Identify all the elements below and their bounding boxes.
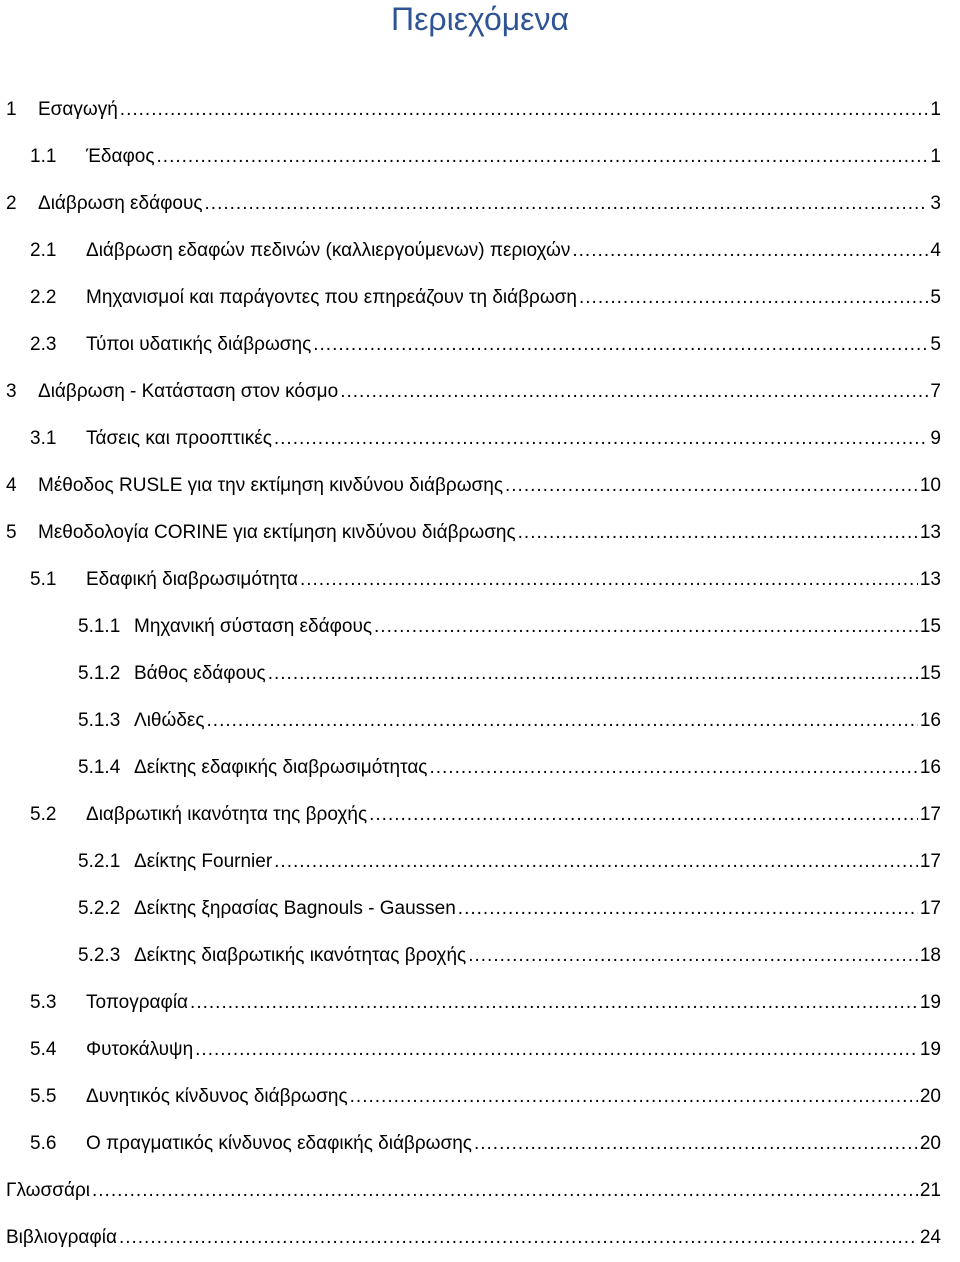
toc-entry-label: Δυνητικός κίνδυνος διάβρωσης xyxy=(86,1086,348,1107)
dot-leader xyxy=(518,521,918,545)
toc-entry-line xyxy=(86,427,941,451)
toc-entry-line xyxy=(86,145,941,169)
toc-entry[interactable] xyxy=(0,933,960,980)
dot-leader xyxy=(274,850,918,874)
toc-entry-number: 3.1 xyxy=(30,428,57,449)
toc-entry[interactable] xyxy=(0,792,960,839)
toc-entry-label: Γλωσσάρι xyxy=(6,1180,90,1201)
toc-entry-number: 5.3 xyxy=(30,992,57,1013)
dot-leader xyxy=(369,803,918,827)
toc-entry-page-number: 17 xyxy=(919,804,941,825)
toc-entry-page-number: 20 xyxy=(919,1086,941,1107)
toc-entry-number: 1.1 xyxy=(30,146,57,167)
toc-entry[interactable] xyxy=(0,1027,960,1074)
toc-entry[interactable] xyxy=(0,87,960,134)
dot-leader xyxy=(268,662,918,686)
toc-entry[interactable] xyxy=(0,134,960,181)
toc-entry-number: 1 xyxy=(6,99,17,120)
toc-entry-label: Εσαγωγή xyxy=(38,99,118,120)
toc-entry-number: 5.2.1 xyxy=(78,851,121,872)
toc-entry-page-number: 20 xyxy=(919,1133,941,1154)
toc-entry-label: Βάθος εδάφους xyxy=(134,663,266,684)
dot-leader xyxy=(374,615,918,639)
dot-leader xyxy=(205,192,929,216)
toc-entry-line xyxy=(86,333,941,357)
toc-entry-page-number: 13 xyxy=(919,522,941,543)
toc-entry-line xyxy=(38,521,941,545)
toc-entry-number: 5.2 xyxy=(30,804,57,825)
toc-entry[interactable] xyxy=(0,1121,960,1168)
toc-entry-page-number: 21 xyxy=(919,1180,941,1201)
dot-leader xyxy=(92,1179,918,1203)
toc-entry[interactable] xyxy=(0,322,960,369)
toc-entry-line xyxy=(86,1085,941,1109)
toc-entry[interactable] xyxy=(0,651,960,698)
toc-entry-label: Ο πραγματικός κίνδυνος εδαφικής διάβρωσης xyxy=(86,1133,472,1154)
toc-entry-number: 5.2.2 xyxy=(78,898,121,919)
toc-entry-line xyxy=(134,850,941,874)
dot-leader xyxy=(340,380,928,404)
dot-leader xyxy=(572,239,928,263)
toc-entry-number: 5.1.3 xyxy=(78,710,121,731)
toc-entry-number: 5.6 xyxy=(30,1133,57,1154)
dot-leader xyxy=(119,1226,918,1250)
dot-leader xyxy=(157,145,929,169)
toc-entry-page-number: 24 xyxy=(919,1227,941,1248)
dot-leader xyxy=(313,333,928,357)
dot-leader xyxy=(458,897,918,921)
toc-entry-page-number: 15 xyxy=(919,663,941,684)
toc-entry-page-number: 1 xyxy=(930,99,941,120)
toc-entry-label: Μεθοδολογία CORINE για εκτίμηση κινδύνου διάβρωσης xyxy=(38,522,516,543)
toc-entry-label: Εδαφική διαβρωσιμότητα xyxy=(86,569,298,590)
toc-entry-number: 5.2.3 xyxy=(78,945,121,966)
toc-entry-page-number: 17 xyxy=(919,898,941,919)
toc-entry-line xyxy=(86,803,941,827)
dot-leader xyxy=(274,427,929,451)
dot-leader xyxy=(190,991,918,1015)
toc-entry-line xyxy=(38,192,941,216)
toc-entry-line xyxy=(134,756,941,780)
toc-entry-number: 2.1 xyxy=(30,240,57,261)
toc-entry-number: 3 xyxy=(6,381,17,402)
toc-entry-line xyxy=(86,1038,941,1062)
toc-entry[interactable] xyxy=(0,181,960,228)
toc-entry[interactable] xyxy=(0,557,960,604)
toc-entry-page-number: 18 xyxy=(919,945,941,966)
toc-entry[interactable] xyxy=(0,980,960,1027)
toc-entry[interactable] xyxy=(0,1074,960,1121)
toc-entry[interactable] xyxy=(0,275,960,322)
toc-entry-label: Δείκτης εδαφικής διαβρωσιμότητας xyxy=(134,757,428,778)
toc-entry-number: 5.1.2 xyxy=(78,663,121,684)
toc-entry-number: 5.1 xyxy=(30,569,57,590)
toc-entry-line xyxy=(38,380,941,404)
dot-leader xyxy=(474,1132,918,1156)
dot-leader xyxy=(120,98,929,122)
toc-entry-line xyxy=(6,1179,941,1203)
toc-entry-page-number: 19 xyxy=(919,1039,941,1060)
toc-entry-line xyxy=(134,944,941,968)
toc-entry-page-number: 7 xyxy=(930,381,941,402)
toc-entry[interactable] xyxy=(0,698,960,745)
dot-leader xyxy=(350,1085,918,1109)
toc-entry[interactable] xyxy=(0,463,960,510)
toc-entry-line xyxy=(134,615,941,639)
toc-entry-number: 2.3 xyxy=(30,334,57,355)
toc-entry-label: Φυτοκάλυψη xyxy=(86,1039,194,1060)
toc-entry-line xyxy=(38,98,941,122)
toc-entry-label: Διάβρωση - Κατάσταση στον κόσμο xyxy=(38,381,339,402)
toc-entry-page-number: 4 xyxy=(930,240,941,261)
toc-entry-page-number: 19 xyxy=(919,992,941,1013)
toc-entry-label: Δείκτης διαβρωτικής ικανότητας βροχής xyxy=(134,945,467,966)
toc-entry-page-number: 16 xyxy=(919,710,941,731)
toc-entry-label: Βιβλιογραφία xyxy=(6,1227,117,1248)
toc-entry[interactable] xyxy=(0,369,960,416)
toc-entry[interactable] xyxy=(0,416,960,463)
toc-entry-label: Τάσεις και προοπτικές xyxy=(86,428,272,449)
toc-entry-line xyxy=(86,286,941,310)
toc-entry-page-number: 13 xyxy=(919,569,941,590)
toc-entry-label: Μηχανισμοί και παράγοντες που επηρεάζουν τη διάβρωση xyxy=(86,287,577,308)
toc-entry[interactable] xyxy=(0,839,960,886)
toc-entry-number: 4 xyxy=(6,475,17,496)
dot-leader xyxy=(505,474,918,498)
toc-entry-number: 5.4 xyxy=(30,1039,57,1060)
page-title: Περιεχόμενα xyxy=(391,1,569,37)
toc-entry-label: Μέθοδος RUSLE για την εκτίμηση κινδύνου διάβρωσης xyxy=(38,475,503,496)
toc-entry[interactable] xyxy=(0,745,960,792)
toc-entry-number: 2.2 xyxy=(30,287,57,308)
toc-entry-number: 5.5 xyxy=(30,1086,57,1107)
toc-entry-line xyxy=(86,991,941,1015)
toc-entry-page-number: 9 xyxy=(930,428,941,449)
toc-entry-number: 5 xyxy=(6,522,17,543)
toc-entry-label: Δείκτης Fournier xyxy=(134,851,273,872)
dot-leader xyxy=(468,944,918,968)
toc-entry-label: Τοπογραφία xyxy=(86,992,189,1013)
toc-entry-line xyxy=(86,568,941,592)
toc-entry[interactable] xyxy=(0,886,960,933)
dot-leader xyxy=(429,756,917,780)
toc-entry-number: 5.1.1 xyxy=(78,616,121,637)
toc-entry-label: Τύποι υδατικής διάβρωσης xyxy=(86,334,312,355)
toc-entry-page-number: 5 xyxy=(930,287,941,308)
toc-entry-line xyxy=(38,474,941,498)
dot-leader xyxy=(195,1038,918,1062)
toc-entry-page-number: 16 xyxy=(919,757,941,778)
toc-entry-page-number: 10 xyxy=(919,475,941,496)
toc-entry[interactable] xyxy=(0,1168,960,1215)
toc-entry-page-number: 17 xyxy=(919,851,941,872)
toc-entry-line xyxy=(134,662,941,686)
toc-entry[interactable] xyxy=(0,228,960,275)
toc-entry-label: Λιθώδες xyxy=(134,710,205,731)
toc-entry[interactable] xyxy=(0,604,960,651)
toc-entry-label: Έδαφος xyxy=(86,146,155,167)
toc-entry-page-number: 1 xyxy=(930,146,941,167)
toc-entry-label: Διαβρωτική ικανότητα της βροχής xyxy=(86,804,368,825)
toc-entry-line xyxy=(134,709,941,733)
toc-entry-number: 2 xyxy=(6,193,17,214)
dot-leader xyxy=(579,286,928,310)
toc-entry-label: Δείκτης ξηρασίας Bagnouls - Gaussen xyxy=(134,898,456,919)
toc-entry-number: 5.1.4 xyxy=(78,757,121,778)
toc-entry-line xyxy=(6,1226,941,1250)
toc-entry-label: Διάβρωση εδαφών πεδινών (καλλιεργούμενων) περιοχών xyxy=(86,240,571,261)
dot-leader xyxy=(207,709,918,733)
toc-entry-page-number: 3 xyxy=(930,193,941,214)
toc-entry[interactable] xyxy=(0,1215,960,1262)
toc-entry-label: Διάβρωση εδάφους xyxy=(38,193,203,214)
toc-entry-label: Μηχανική σύσταση εδάφους xyxy=(134,616,373,637)
toc-entry-line xyxy=(86,1132,941,1156)
toc-list xyxy=(0,87,960,1262)
toc-entry-line xyxy=(134,897,941,921)
toc-entry-line xyxy=(86,239,941,263)
toc-entry-page-number: 5 xyxy=(930,334,941,355)
dot-leader xyxy=(300,568,918,592)
toc-entry-page-number: 15 xyxy=(919,616,941,637)
toc-entry[interactable] xyxy=(0,510,960,557)
